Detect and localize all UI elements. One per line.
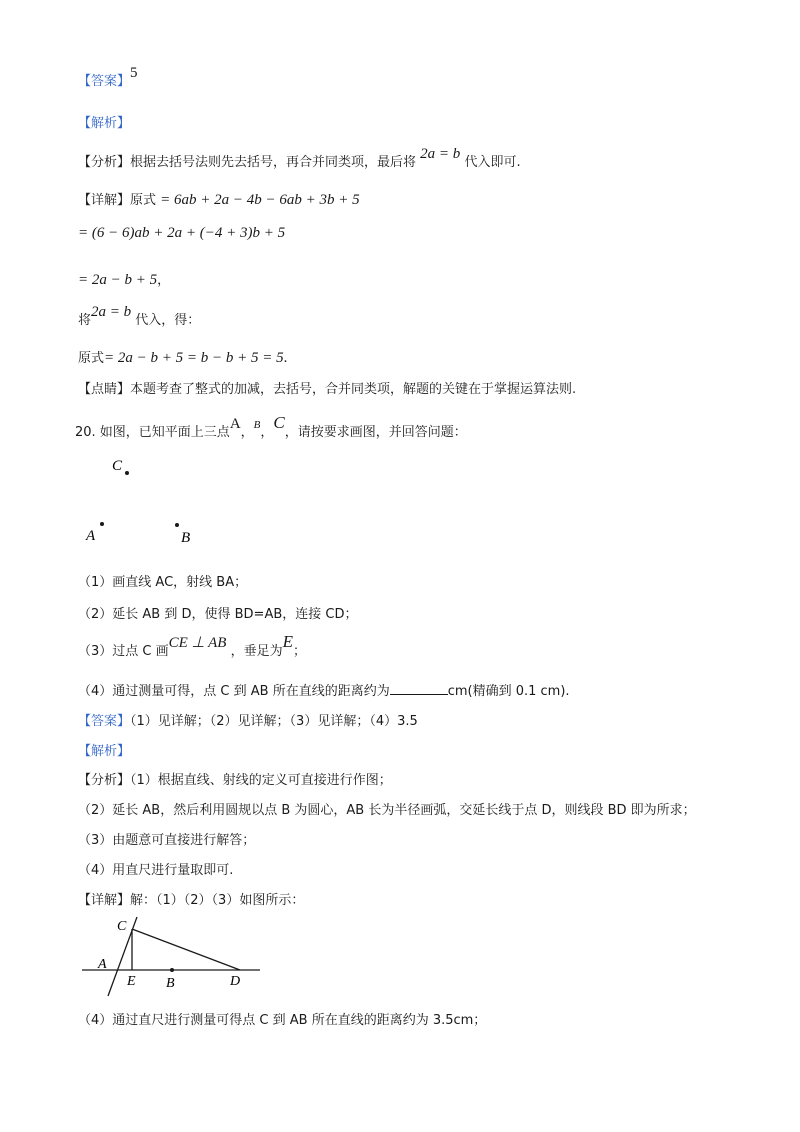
- q20-B: B: [253, 419, 261, 431]
- fenxi2-tag: 【分析】: [78, 773, 131, 788]
- fig2-label-E: E: [127, 974, 136, 989]
- sub3-text-c: ；: [292, 644, 306, 659]
- step-2: = 2a − b + 5: [78, 272, 158, 288]
- final-line: [78, 349, 287, 368]
- q20-C: C: [273, 413, 285, 432]
- sub4-text-a: （4）通过测量可得，点 C 到 AB 所在直线的距离约为: [78, 684, 390, 699]
- analysis-tag: 【解析】: [78, 116, 131, 131]
- fenxi-formula: 2a = b: [420, 146, 461, 162]
- fig2-label-A: A: [98, 957, 107, 972]
- fenxi-line-2-4: [78, 862, 233, 880]
- fenxi-line-2: [78, 772, 392, 790]
- substitute-text-b: 代入，得：: [135, 313, 201, 328]
- point-B: [175, 523, 179, 527]
- sub-question-1: [78, 574, 247, 592]
- sub3-text-a: （3）过点 C 画: [78, 644, 169, 659]
- step-line-2: [78, 271, 170, 290]
- fenxi2-text: （1）根据直线、射线的定义可直接进行作图；: [130, 773, 392, 788]
- fenxi-text-a: 根据去括号法则先去括号，再合并同类项，最后将: [130, 155, 417, 170]
- answer-line-1: [78, 65, 138, 91]
- final-expr: = 2a − b + 5 = b − b + 5 = 5: [104, 350, 284, 366]
- result-line-4: [78, 1012, 486, 1030]
- detail-line-2: [78, 892, 304, 910]
- detail-line-1: [78, 191, 360, 210]
- final-prefix: 原式: [78, 351, 105, 366]
- detail-tag: 【详解】: [78, 193, 131, 208]
- fig1-label-C: C: [112, 458, 123, 474]
- point-B-fig2: [170, 968, 174, 972]
- substitute-formula: 2a = b: [91, 304, 132, 320]
- fig2-label-D: D: [230, 974, 241, 989]
- point-C: [125, 471, 129, 475]
- answer-blank: [390, 682, 448, 695]
- answer-tag: 【答案】: [78, 74, 131, 89]
- fig2-label-C: C: [117, 919, 127, 934]
- answer2-tag: 【答案】: [78, 714, 131, 729]
- analysis-line-2: [78, 743, 130, 761]
- final-tail: .: [283, 350, 288, 366]
- segment-CD: [132, 929, 240, 970]
- q20-text-b: ，请按要求画图，并回答问题：: [284, 425, 467, 440]
- step-line-1: [78, 224, 285, 243]
- result4-text: （4）通过直尺进行测量可得点 C 到 AB 所在直线的距离约为 3.5cm；: [78, 1013, 487, 1028]
- dianjing-tag: 【点睛】: [78, 382, 131, 397]
- fenxi-line-1: [78, 146, 521, 172]
- sub-question-4: [78, 682, 570, 701]
- substitute-line: [78, 304, 201, 330]
- fenxi2-4-text: （4）用直尺进行量取即可.: [78, 863, 234, 878]
- q20-sep1: ，: [240, 425, 254, 440]
- figure-points: [70, 450, 230, 550]
- dianjing-text: 本题考查了整式的加减，去括号，合并同类项，解题的关键在于掌握运算法则.: [130, 382, 577, 397]
- sub3-formula: CE ⊥ AB: [168, 635, 227, 651]
- fenxi-line-2-2: [78, 802, 696, 820]
- fenxi-line-2-3: [78, 832, 255, 850]
- substitute-text-a: 将: [78, 313, 92, 328]
- analysis-line-1: [78, 115, 130, 133]
- q20-A: A: [229, 416, 241, 432]
- detail-prefix: 原式: [130, 193, 157, 208]
- sub2-text: （2）延长 AB 到 D，使得 BD=AB，连接 CD；: [78, 607, 358, 622]
- sub4-text-b: cm(精确到 0.1 cm).: [447, 684, 570, 699]
- step-2-tail: ，: [157, 273, 171, 288]
- sub1-text: （1）画直线 AC，射线 BA；: [78, 575, 248, 590]
- sub3-E: E: [282, 632, 293, 651]
- analysis2-tag: 【解析】: [78, 744, 131, 759]
- fig1-label-B: B: [181, 530, 191, 546]
- question-20: [75, 413, 467, 442]
- point-A: [100, 522, 104, 526]
- q20-text-a: 20. 如图，已知平面上三点: [75, 425, 230, 440]
- figure-construction: [80, 912, 270, 997]
- fenxi-tag: 【分析】: [78, 155, 131, 170]
- fenxi2-2-text: （2）延长 AB，然后利用圆规以点 B 为圆心，AB 长为半径画弧，交延长线于点 D，则线段 BD 即为所求；: [78, 803, 696, 818]
- step-1: = (6 − 6)ab + 2a + (−4 + 3)b + 5: [78, 225, 286, 241]
- sub3-text-b: ，垂足为: [230, 644, 283, 659]
- fenxi2-3-text: （3）由题意可直接进行解答；: [78, 833, 256, 848]
- fenxi-text-b: 代入即可.: [464, 155, 521, 170]
- sub-question-2: [78, 606, 357, 624]
- answer-line-2: [78, 713, 418, 731]
- fig2-label-B: B: [166, 976, 175, 991]
- dianjing-line: [78, 381, 576, 399]
- fig1-label-A: A: [86, 528, 96, 544]
- answer-value: 5: [130, 65, 138, 81]
- q20-sep2: ，: [260, 425, 274, 440]
- detail-expr: = 6ab + 2a − 4b − 6ab + 3b + 5: [160, 192, 360, 208]
- sub-question-3: [78, 632, 306, 661]
- answer2-text: （1）见详解；（2）见详解；（3）见详解；（4）3.5: [130, 714, 418, 729]
- detail2-tag: 【详解】: [78, 893, 131, 908]
- detail2-text: 解：（1）（2）（3）如图所示：: [130, 893, 305, 908]
